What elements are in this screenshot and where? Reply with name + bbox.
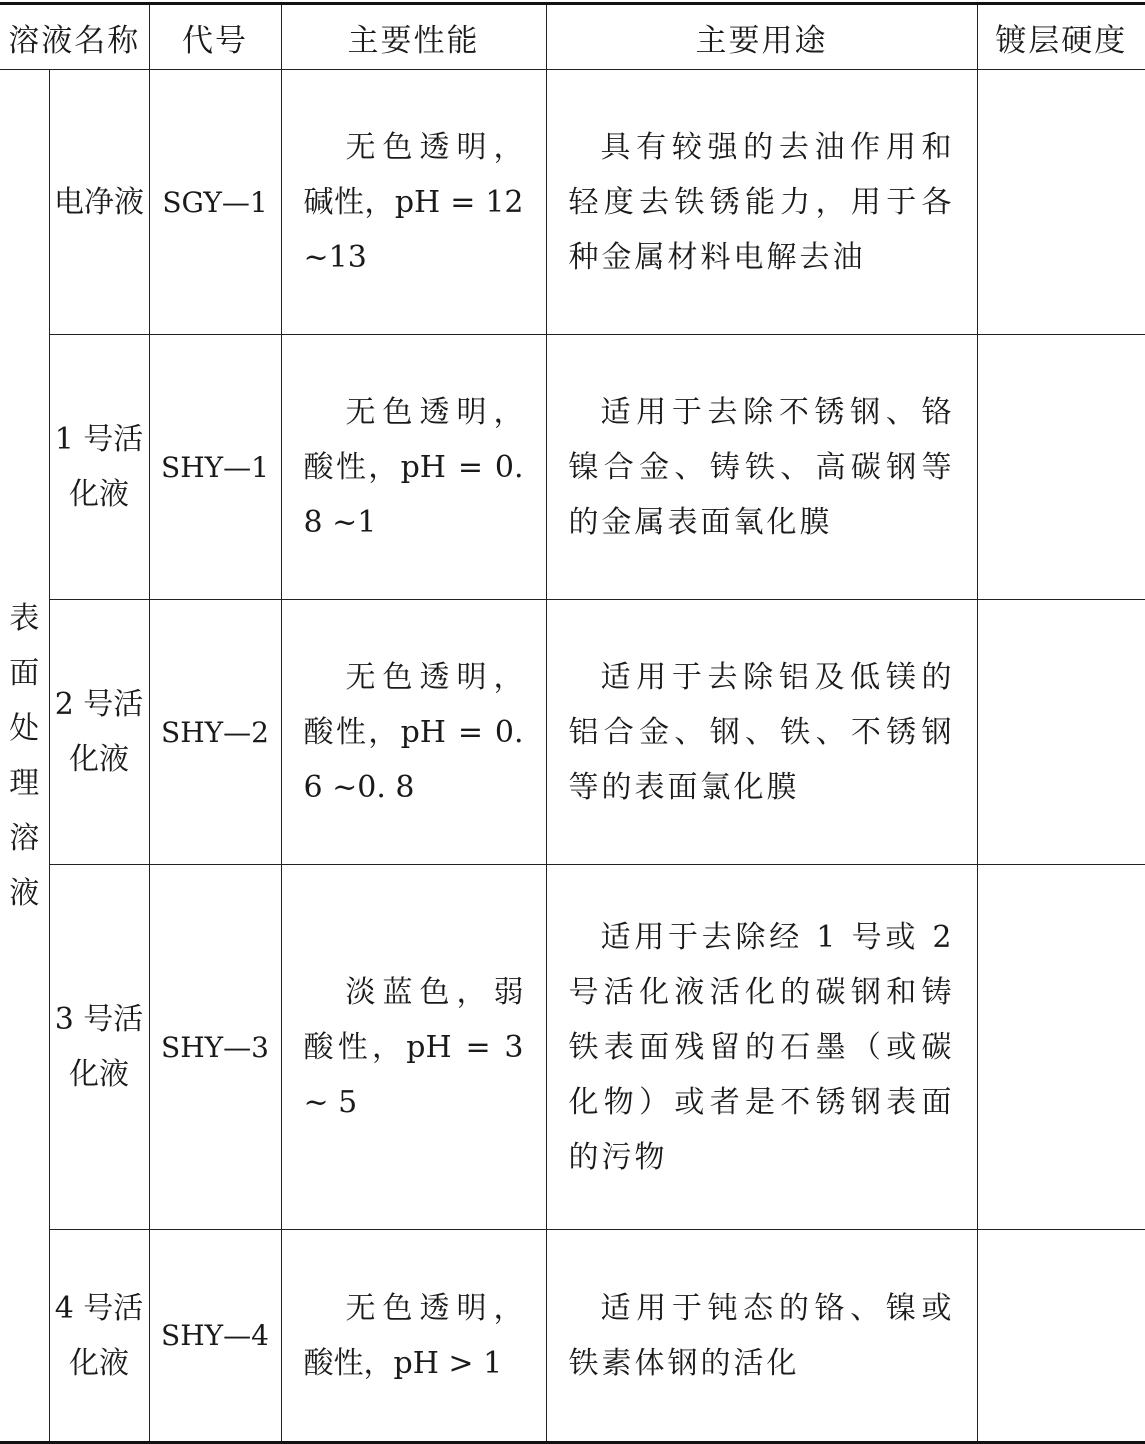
solution-hardness xyxy=(977,600,1145,865)
solution-table xyxy=(0,2,1145,1444)
solution-code: SHY—2 xyxy=(149,600,281,865)
solution-hardness xyxy=(977,1230,1145,1443)
solution-hardness xyxy=(977,865,1145,1230)
solution-name: 电净液 xyxy=(49,70,149,335)
solution-code: SGY—1 xyxy=(149,70,281,335)
solution-name: 1 号活化液 xyxy=(49,335,149,600)
solution-name: 2 号活化液 xyxy=(49,600,149,865)
solution-hardness xyxy=(977,335,1145,600)
solution-name: 3 号活化液 xyxy=(49,865,149,1230)
solution-usage: 具有较强的去油作用和轻度去铁锈能力，用于各种金属材料电解去油 xyxy=(546,70,977,335)
table-row xyxy=(0,865,1145,1230)
group-label: 表面处理溶液 xyxy=(9,600,40,911)
header-performance: 主要性能 xyxy=(281,4,546,70)
solution-usage: 适用于去除不锈钢、铬镍合金、铸铁、高碳钢等的金属表面氧化膜 xyxy=(546,335,977,600)
solution-performance: 无色透明，碱性，pH = 12 ~13 xyxy=(281,70,546,335)
header-usage: 主要用途 xyxy=(546,4,977,70)
table-row xyxy=(0,335,1145,600)
table-row xyxy=(0,1230,1145,1443)
solution-code: SHY—4 xyxy=(149,1230,281,1443)
solution-name: 4 号活化液 xyxy=(49,1230,149,1443)
header-hardness: 镀层硬度 xyxy=(977,4,1145,70)
solution-usage: 适用于去除经 1 号或 2 号活化液活化的碳钢和铸铁表面残留的石墨（或碳化物）或者是不锈钢表面的污物 xyxy=(546,865,977,1230)
table-row xyxy=(0,70,1145,335)
table-row xyxy=(0,600,1145,865)
header-solution-name: 溶液名称 xyxy=(0,4,149,70)
solution-performance: 无色透明，酸性，pH = 0. 8 ~1 xyxy=(281,335,546,600)
header-code: 代号 xyxy=(149,4,281,70)
solution-performance: 无色透明，酸性，pH > 1 xyxy=(281,1230,546,1443)
group-label-cell xyxy=(0,70,49,1443)
solution-performance: 淡蓝色，弱酸性，pH = 3 ~ 5 xyxy=(281,865,546,1230)
solution-hardness xyxy=(977,70,1145,335)
solution-code: SHY—3 xyxy=(149,865,281,1230)
solution-usage: 适用于钝态的铬、镍或铁素体钢的活化 xyxy=(546,1230,977,1443)
solution-performance: 无色透明，酸性，pH = 0. 6 ~0. 8 xyxy=(281,600,546,865)
solution-usage: 适用于去除铝及低镁的铝合金、钢、铁、不锈钢等的表面氯化膜 xyxy=(546,600,977,865)
solution-code: SHY—1 xyxy=(149,335,281,600)
table-header-row xyxy=(0,4,1145,70)
